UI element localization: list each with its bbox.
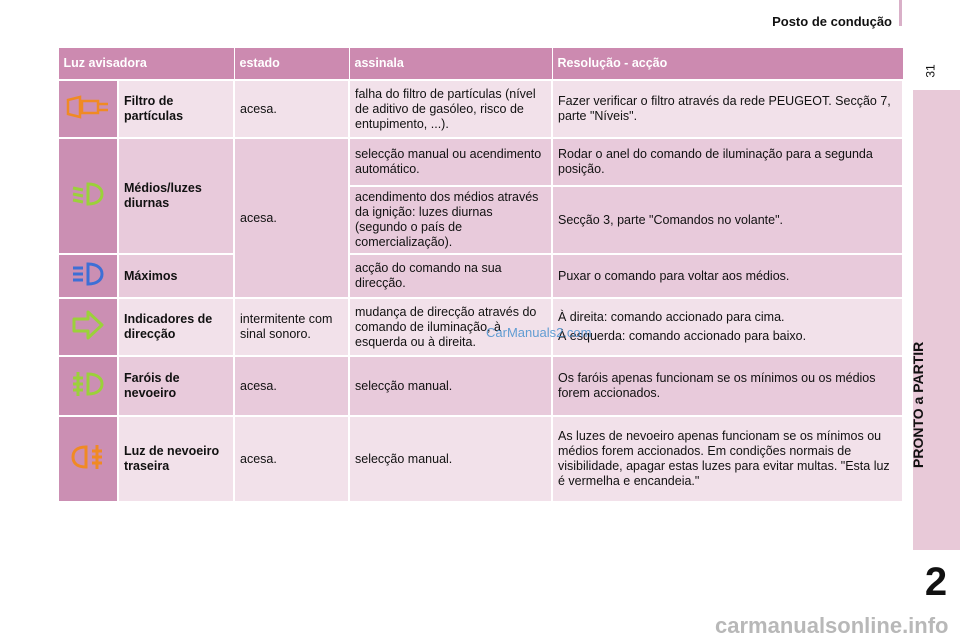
table-row	[58, 138, 903, 186]
table-row	[58, 298, 903, 356]
light-signal: selecção manual.	[349, 416, 552, 502]
light-action: Puxar o comando para voltar aos médios.	[552, 254, 903, 298]
light-action: Secção 3, parte "Comandos no volante".	[552, 186, 903, 254]
column-header-signal: assinala	[349, 48, 552, 81]
column-header-light: Luz avisadora	[58, 48, 234, 81]
table-row	[58, 80, 903, 138]
footer-watermark: carmanualsonline.info	[715, 613, 949, 638]
chapter-number: 2	[924, 560, 948, 604]
action-right: À direita: comando accionado para cima.	[558, 310, 785, 324]
table-row	[58, 254, 903, 298]
light-action: As luzes de nevoeiro apenas funcionam se os mínimos ou médios forem accionados. Em condições normais de visibilidade, apagar estas luzes para evitar multas. "Esta luz é vermelha e encandeia."	[552, 416, 903, 502]
light-state: acesa.	[234, 416, 349, 502]
light-name: Médios/luzes diurnas	[118, 138, 234, 254]
page-number: 31	[923, 64, 938, 78]
light-signal: selecção manual ou acendimento automático.	[349, 138, 552, 186]
light-action: Os faróis apenas funcionam se os mínimos ou os médios forem accionados.	[552, 356, 903, 416]
light-name: Luz de nevoeiro traseira	[118, 416, 234, 502]
front-fog-icon	[58, 356, 118, 416]
section-title: Posto de condução	[772, 14, 892, 29]
rear-fog-icon	[58, 416, 118, 502]
light-name: Máximos	[118, 254, 234, 298]
column-header-state: estado	[234, 48, 349, 81]
light-action	[552, 298, 903, 356]
light-signal: falha do filtro de partículas (nível de aditivo de gasóleo, risco de entupimento, ...).	[349, 80, 552, 138]
light-state: acesa.	[234, 80, 349, 138]
table-row	[58, 416, 903, 502]
light-signal: mudança de direcção através do comando de iluminação, à esquerda ou à direita.	[349, 298, 552, 356]
low-beam-icon	[58, 138, 118, 254]
table-header-row	[58, 48, 903, 81]
light-state: intermitente com sinal sonoro.	[234, 298, 349, 356]
light-action: Rodar o anel do comando de iluminação para a segunda posição.	[552, 138, 903, 186]
light-name: Indicadores de direcção	[118, 298, 234, 356]
light-name: Filtro de partículas	[118, 80, 234, 138]
chapter-label: PRONTO a PARTIR	[910, 341, 926, 468]
light-signal: acendimento dos médios através da ignição: luzes diurnas (segundo o país de comercialização).	[349, 186, 552, 254]
header-rule	[899, 0, 902, 26]
light-action: Fazer verificar o filtro através da rede PEUGEOT. Secção 7, parte "Níveis".	[552, 80, 903, 138]
watermark: CarManuals2.com	[486, 325, 592, 340]
light-name: Faróis de nevoeiro	[118, 356, 234, 416]
particle-filter-icon	[58, 80, 118, 138]
light-state: acesa.	[234, 356, 349, 416]
high-beam-icon	[58, 254, 118, 298]
light-state: acesa.	[234, 138, 349, 298]
light-signal: selecção manual.	[349, 356, 552, 416]
light-signal: acção do comando na sua direcção.	[349, 254, 552, 298]
column-header-action: Resolução - acção	[552, 48, 903, 81]
table-row	[58, 356, 903, 416]
turn-signal-icon	[58, 298, 118, 356]
action-left: À esquerda: comando accionado para baixo.	[558, 329, 807, 343]
warning-lights-table	[57, 47, 904, 503]
